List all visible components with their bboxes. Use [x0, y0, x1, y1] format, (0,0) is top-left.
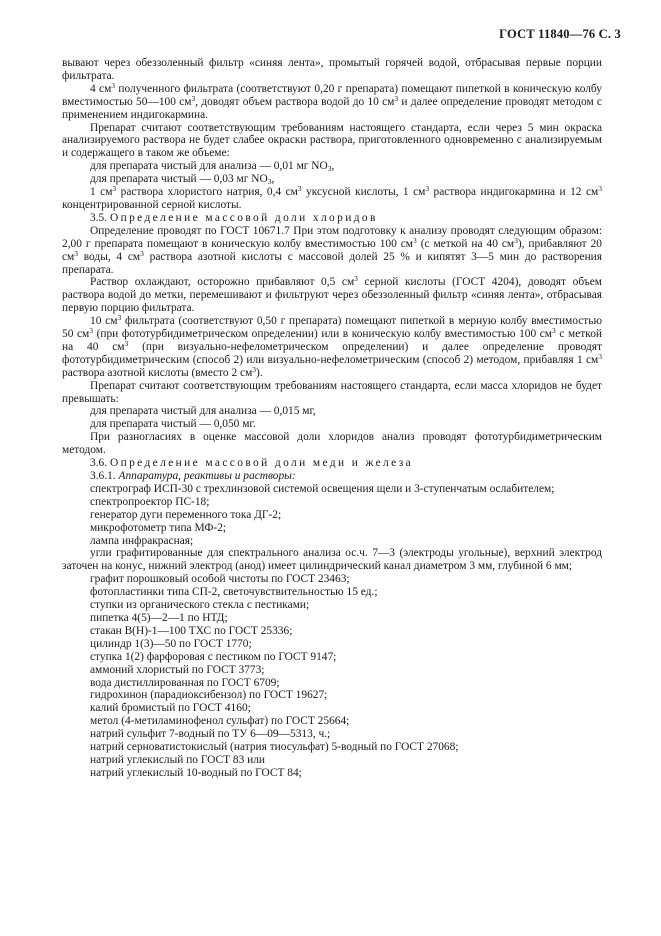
- list-item: микрофотометр типа МФ-2;: [90, 521, 227, 534]
- paragraph-arbitration-method: При разногласиях в оценке массовой доли хлоридов анализ проводят фототурбидиметрическим методом.: [62, 431, 602, 457]
- list-item: лампа инфракрасная;: [90, 534, 194, 547]
- list-item: натрий сульфит 7-водный по ТУ 6—09—5313, ч.;: [90, 728, 331, 741]
- paragraph-nitrate-aliquot: 4 $см^3$ полученного фильтрата (соответствуют 0,20 г препарата) помещают пипеткой в коническую колбу вместимостью 50—100 $см^3$, доводят объем раствора водой до 10 $см^3$ и далее определение проводят методом с применением индигокармина.: [62, 80, 602, 121]
- list-item: калий бромистый по ГОСТ 4160;: [90, 702, 251, 715]
- list-item: аммоний хлористый по ГОСТ 3773;: [90, 663, 265, 676]
- list-item: натрий серноватистокислый (натрия тиосульфат) 5-водный по ГОСТ 27068;: [90, 741, 459, 754]
- section-heading-chlorides: 3.5. Определение массовой доли хлоридов: [90, 211, 378, 224]
- list-item: натрий углекислый 10-водный по ГОСТ 84;: [90, 766, 302, 779]
- list-item: гидрохинон (парадиоксибензол) по ГОСТ 19627;: [90, 689, 328, 702]
- list-item: спектрограф ИСП-30 с трехлинзовой системой освещения щели и 3-ступенчатым ослабителем;: [90, 482, 555, 495]
- paragraph-chloride-determination: 10 $см^3$ фильтрата (соответствуют 0,50 г препарата) помещают пипеткой в мерную колбу вместимостью 50 $см^3$ (при фототурбидиметрическом определении) или в коническую колбу вместимостью 100 $см^3$ с меткой на 40 $см^3$ (при визуально-нефелометрическом определении) и далее определение проводят фототурбидиметрическим (способ 2) или визуально-нефелометрическим (способ 2) методом, прибавляя 1 $см^3$ раствора азотной кислоты (вместо 2 $см^3$).: [62, 313, 602, 379]
- paragraph-chloride-preparation: Определение проводят по ГОСТ 10671.7 При этом подготовку к анализу проводят следующим образом: 2,00 г препарата помещают в коническую колбу вместимостью 100 $см^3$ (с меткой на 40 $см^3$), прибавляют 20 $см^3$ воды, 4 $см^3$ раствора азотной кислоты с массовой долей 25 % и кипятят 3—5 мин до растворения препарата.: [62, 224, 603, 276]
- chloride-limit-pure-grade: для препарата чистый — 0,050 мг.: [90, 418, 256, 431]
- paragraph-graphite-electrodes: угли графитированные для спектрального анализа ос.ч. 7—3 (электроды угольные), верхний электрод заточен на конус, нижний электрод (анод) имеет цилиндрический канал диаметром 3 мм, глубиной 6 мм;: [62, 547, 602, 573]
- nitrate-limit-analysis-grade: для препарата чистый для анализа — 0,01 мг $NO_3$,: [90, 160, 335, 174]
- paragraph-chloride-cooling: Раствор охлаждают, осторожно прибавляют 0,5 $см^3$ серной кислоты (ГОСТ 4204), доводят объем раствора водой до метки, перемешивают и фильтруют через обеззоленный фильтр «синяя лента», отбрасывая первую порцию фильтрата.: [62, 274, 602, 315]
- paragraph-continuation: вывают через обеззоленный фильтр «синяя лента», промытый горячей водой, отбрасывая первые порции фильтрата.: [62, 57, 602, 82]
- list-item: вода дистиллированная по ГОСТ 6709;: [90, 676, 280, 689]
- paragraph-chloride-criterion: Препарат считают соответствующим требованиям настоящего стандарта, если масса хлоридов не будет превышать:: [62, 379, 602, 405]
- list-item: натрий углекислый по ГОСТ 83 или: [90, 753, 266, 766]
- paragraph-reagent-volumes: 1 $см^3$ раствора хлористого натрия, 0,4 $см^3$ уксусной кислоты, 1 $см^3$ раствора индигокармина и 12 $см^3$ концентрированной серной кислоты.: [62, 184, 602, 211]
- document-body: [62, 57, 602, 780]
- list-item: спектропроектор ПС-18;: [90, 495, 210, 508]
- list-item: графит порошковый особой чистоты по ГОСТ 23463;: [90, 573, 350, 586]
- paragraph-nitrate-criterion: Препарат считают соответствующим требованиям настоящего стандарта, если через 5 мин окраска анализируемого раствора не будет слабее окраски раствора, приготовленного одновременно с анализируемым и содержащего в таком же объеме:: [62, 121, 602, 160]
- list-item: пипетка 4(5)—2—1 по НТД;: [90, 611, 228, 624]
- chloride-limit-analysis-grade: для препарата чистый для анализа — 0,015 мг,: [90, 405, 316, 418]
- page-header: ГОСТ 11840—76 С. 3: [499, 27, 621, 41]
- list-item: генератор дуги переменного тока ДГ-2;: [90, 508, 282, 521]
- section-heading-copper-iron: 3.6. Определение массовой доли меди и железа: [90, 457, 414, 470]
- subsection-heading-apparatus: 3.6.1. Аппаратура, реактивы и растворы:: [90, 470, 296, 482]
- list-item: фотопластинки типа СП-2, светочувствительностью 15 ед.;: [90, 586, 378, 599]
- list-item: цилиндр 1(3)—50 по ГОСТ 1770;: [90, 637, 252, 650]
- list-item: метол (4-метиламинофенол сульфат) по ГОСТ 25664;: [90, 715, 350, 728]
- list-item: ступки из органического стекла с пестиками;: [90, 599, 310, 612]
- list-item: стакан В(Н)-1—100 ТХС по ГОСТ 25336;: [90, 624, 293, 637]
- list-item: ступка 1(2) фарфоровая с пестиком по ГОСТ 9147;: [90, 650, 337, 663]
- nitrate-limit-pure-grade: для препарата чистый — 0,03 мг $NO_3$,: [90, 173, 275, 187]
